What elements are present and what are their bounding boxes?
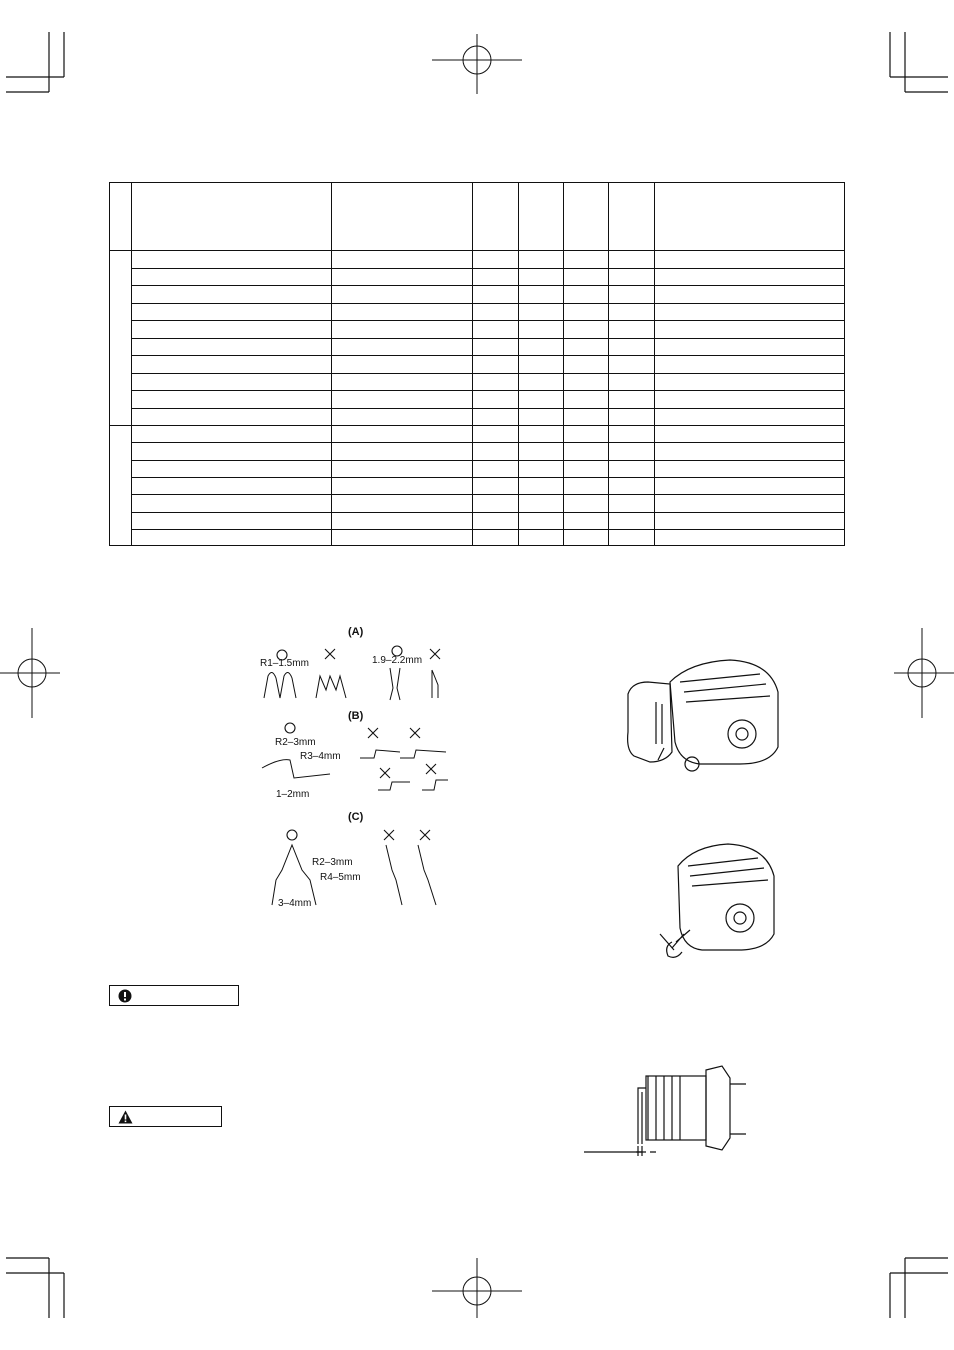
dim-b-3: 1–2mm bbox=[276, 789, 310, 800]
table-row bbox=[131, 268, 844, 269]
important-notice-box bbox=[109, 985, 239, 1006]
spark-plug-gap-illustration bbox=[584, 1062, 754, 1162]
table-col-divider bbox=[518, 183, 519, 545]
exclamation-icon bbox=[118, 989, 132, 1003]
table-row bbox=[131, 512, 844, 513]
table-row bbox=[131, 494, 844, 495]
dim-a-left: R1–1.5mm bbox=[260, 658, 309, 669]
table-col-divider bbox=[563, 183, 564, 545]
table-row bbox=[131, 460, 844, 461]
table-row bbox=[131, 408, 844, 409]
table-row bbox=[131, 320, 844, 321]
dim-b-1: R2–3mm bbox=[275, 737, 316, 748]
engine-air-filter-illustration bbox=[620, 652, 790, 782]
table-row bbox=[131, 338, 844, 339]
table-col-divider bbox=[608, 183, 609, 545]
figure-label-a: (A) bbox=[348, 626, 364, 638]
figure-label-c: (C) bbox=[348, 811, 364, 823]
dim-c-2: R4–5mm bbox=[320, 872, 361, 883]
engine-spark-plug-illustration bbox=[654, 838, 784, 968]
crosshair-icon-bottom bbox=[432, 1258, 522, 1318]
table-row bbox=[131, 285, 844, 286]
ok-circle-icon bbox=[287, 830, 297, 840]
dim-c-3: 3–4mm bbox=[278, 898, 312, 909]
figure-label-b: (B) bbox=[348, 710, 364, 722]
table-col-divider bbox=[654, 183, 655, 545]
ng-cross-icon bbox=[426, 764, 436, 774]
ok-circle-icon bbox=[285, 723, 295, 733]
ng-cross-icon bbox=[384, 830, 394, 840]
ng-cross-icon bbox=[430, 649, 440, 659]
ng-cross-icon bbox=[410, 728, 420, 738]
ng-cross-icon bbox=[380, 768, 390, 778]
table-group-divider bbox=[110, 425, 844, 426]
ng-cross-icon bbox=[325, 649, 335, 659]
dim-a-right: 1.9–2.2mm bbox=[372, 655, 423, 666]
table-row bbox=[131, 355, 844, 356]
table-row bbox=[131, 529, 844, 530]
ok-ng-symbols bbox=[250, 640, 450, 930]
ng-cross-icon bbox=[368, 728, 378, 738]
dim-c-1: R2–3mm bbox=[312, 857, 353, 868]
crosshair-icon-left bbox=[0, 628, 60, 718]
crosshair-icon-top bbox=[432, 34, 522, 94]
table-col-divider bbox=[472, 183, 473, 545]
table-row bbox=[131, 373, 844, 374]
dim-b-2: R3–4mm bbox=[300, 751, 341, 762]
warning-triangle-icon bbox=[118, 1110, 133, 1124]
maintenance-table bbox=[109, 182, 845, 546]
table-col-divider bbox=[131, 183, 132, 545]
table-col-divider bbox=[331, 183, 332, 545]
table-header-divider bbox=[110, 250, 844, 251]
table-row bbox=[131, 390, 844, 391]
warning-notice-box bbox=[109, 1106, 222, 1127]
table-row bbox=[131, 303, 844, 304]
crosshair-icon-right bbox=[894, 628, 954, 718]
table-row bbox=[131, 477, 844, 478]
ng-cross-icon bbox=[420, 830, 430, 840]
table-row bbox=[131, 442, 844, 443]
